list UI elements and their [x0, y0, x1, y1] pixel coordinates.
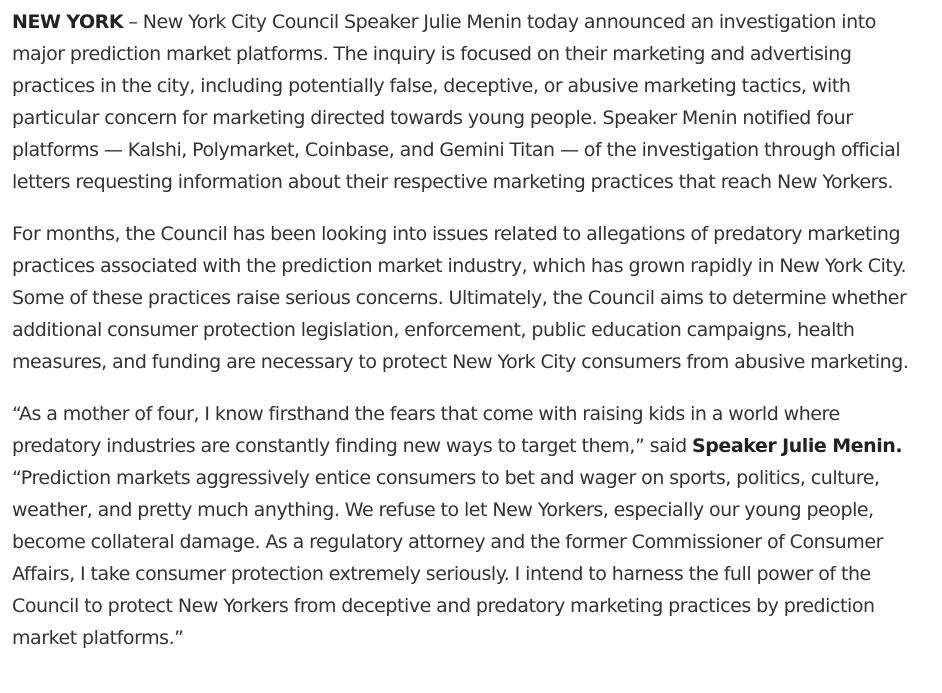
dateline: NEW YORK	[12, 11, 124, 33]
quote-end: “Prediction markets aggressively entice consumers to bet and wager on sports, politics, culture, weather, and pretty much anything. We refuse to let New Yorkers, especially our young people, become collateral damage. As a regulatory attorney and the former Commissioner of Consumer Affairs, I take consumer protection extremely seriously. I intend to harness the full power of the Council to protect New Yorkers from deceptive and predatory marketing practices by prediction market platforms.”	[12, 467, 883, 649]
paragraph-quote	[12, 398, 932, 654]
paragraph-background-text: For months, the Council has been looking into issues related to allegations of predatory marketing practices associated with the prediction market industry, which has grown rapidly in New York City. Some of these practices raise serious concerns. Ultimately, the Council aims to determine whether additional consumer protection legislation, enforcement, public education campaigns, health measures, and funding are necessary to protect New York City consumers from abusive marketing.	[12, 223, 909, 373]
quote-start: “As a mother of four, I know firsthand the fears that come with raising kids in a world where predatory industries are constantly finding new ways to target them,” said	[12, 403, 840, 457]
paragraph-intro-text: – New York City Council Speaker Julie Menin today announced an investigation into major prediction market platforms. The inquiry is focused on their marketing and advertising practices in the city, including potentially false, deceptive, or abusive marketing tactics, with particular concern for marketing directed towards young people. Speaker Menin notified four platforms — Kalshi, Polymarket, Coinbase, and Gemini Titan — of the investigation through official letters requesting information about their respective marketing practices that reach New Yorkers.	[12, 11, 901, 193]
speaker-name: Speaker Julie Menin.	[692, 435, 903, 457]
paragraph-intro	[12, 6, 932, 198]
paragraph-background	[12, 218, 932, 378]
